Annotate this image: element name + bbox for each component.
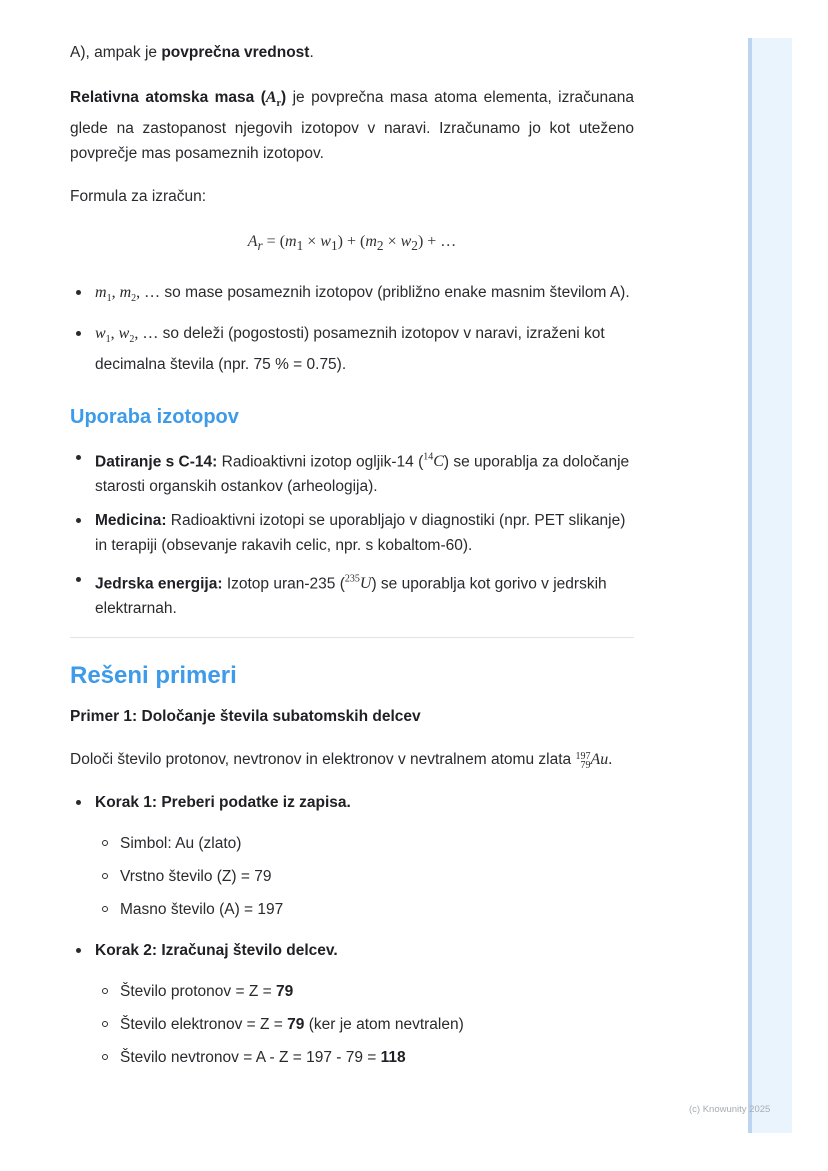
list-item-medicine <box>95 508 634 558</box>
step-1-sublist <box>95 831 634 922</box>
formula-times2: × <box>383 233 401 251</box>
item-text: Izotop uran-235 ( <box>222 575 345 593</box>
item-label: Medicina: <box>95 512 167 530</box>
formula-eq: = ( <box>262 233 286 251</box>
item-label: Datiranje s C-14: <box>95 453 218 471</box>
sub-item: Masno število (A) = 197 <box>120 897 634 922</box>
formula-w1: w <box>320 233 331 251</box>
formula-m1: m <box>285 233 297 251</box>
relative-mass-definition <box>70 85 634 166</box>
list-item <box>95 280 634 311</box>
copyright-footer: (c) Knowunity 2025 <box>689 1104 771 1115</box>
formula-label: Formula za izračun: <box>70 188 207 206</box>
section-heading-examples: Rešeni primeri <box>70 662 237 690</box>
formula-w1-sub: 1 <box>330 238 338 254</box>
w-variables: $w_1$, $w_2$, … <box>95 324 159 345</box>
formula-m2: m <box>365 233 377 251</box>
item-label: Jedrska energija: <box>95 575 223 593</box>
step-2-sublist <box>95 979 634 1070</box>
sub-item: Število protonov = Z = 79 <box>120 979 634 1004</box>
list-item-c14 <box>95 445 634 499</box>
item-text: Radioaktivni izotop ogljik-14 ( <box>217 453 424 471</box>
intro-fragment <box>70 40 634 65</box>
formula-times1: × <box>303 233 321 251</box>
formula-w2-sub: 2 <box>411 238 418 254</box>
section-heading-uses: Uporaba izotopov <box>70 405 239 428</box>
step-label: Korak 2: Izračunaj število delcev. <box>95 942 338 960</box>
ar-symbol <box>265 89 281 110</box>
sub-item: Simbol: Au (zlato) <box>120 831 634 856</box>
list-item <box>95 321 634 377</box>
isotope-c14: $^{14}$C <box>423 451 444 471</box>
uses-list <box>70 445 634 622</box>
step-label: Korak 1: Preberi podatke iz zapisa. <box>95 794 351 812</box>
formula-mid: ) + ( <box>337 233 366 251</box>
formula-variable-list <box>70 280 634 376</box>
m-description: so mase posameznih izotopov (približno enake masnim številom A). <box>160 284 630 302</box>
side-margin-strip <box>748 38 792 1133</box>
example-1-task <box>70 747 634 772</box>
item-text-after: ) se uporablja kot gorivo v jedrskih elektrarnah. <box>95 575 607 618</box>
ar-sub: r <box>276 98 281 110</box>
sub-item: Število elektronov = Z = 79 (ker je atom nevtralen) <box>120 1012 634 1037</box>
intro-text: A), ampak je <box>70 44 162 61</box>
relative-mass-close: ) <box>281 89 287 106</box>
isotope-au197: 197 79Au. <box>575 751 613 772</box>
sub-item: Vrstno število (Z) = 79 <box>120 864 634 889</box>
steps-list <box>70 790 634 1070</box>
formula-end: ) + … <box>417 233 457 251</box>
section-divider <box>70 637 634 638</box>
m-variables: $m_1$, $m_2$, … <box>95 284 161 305</box>
relative-mass-label-text: Relativna atomska masa ( <box>70 89 266 106</box>
document-content <box>70 40 634 1079</box>
formula-m2-sub: 2 <box>376 238 384 254</box>
relative-mass-text: je povprečna masa atoma elementa, izračunana glede na zastopanost njegovih izotopov v naravi. Izračunamo jo kot uteženo povprečje mas posameznih izotopov. <box>70 89 634 163</box>
formula-m1-sub: 1 <box>296 238 304 254</box>
formula-display <box>70 229 634 258</box>
formula-w2: w <box>400 233 412 251</box>
intro-suffix: . <box>309 44 314 61</box>
list-item-nuclear <box>95 567 634 621</box>
sub-item: Število nevtronov = A - Z = 197 - 79 = 118 <box>120 1045 634 1070</box>
step-1 <box>95 790 634 922</box>
item-text-after: ) se uporablja za določanje starosti organskih ostankov (arheologija). <box>95 453 630 496</box>
item-text: Radioaktivni izotopi se uporabljajo v diagnostiki (npr. PET slikanje) in terapiji (obsevanje rakavih celic, npr. s kobaltom-60). <box>95 512 626 555</box>
step-2 <box>95 938 634 1070</box>
isotope-u235: $^{235}$U <box>344 574 372 593</box>
formula-lhs: A <box>247 233 258 251</box>
ar-base: A <box>265 89 277 106</box>
w-description: so deleži (pogostosti) posameznih izotopov v naravi, izraženi kot decimalna števila (npr. 75 % = 0.75). <box>95 324 605 373</box>
task-text: Določi število protonov, nevtronov in elektronov v nevtralnem atomu zlata <box>70 751 576 769</box>
example-1-title: Primer 1: Določanje števila subatomskih delcev <box>70 708 421 726</box>
formula-lhs-sub: r <box>257 238 263 254</box>
relative-mass-label <box>70 89 287 110</box>
intro-bold: povprečna vrednost <box>161 44 310 61</box>
